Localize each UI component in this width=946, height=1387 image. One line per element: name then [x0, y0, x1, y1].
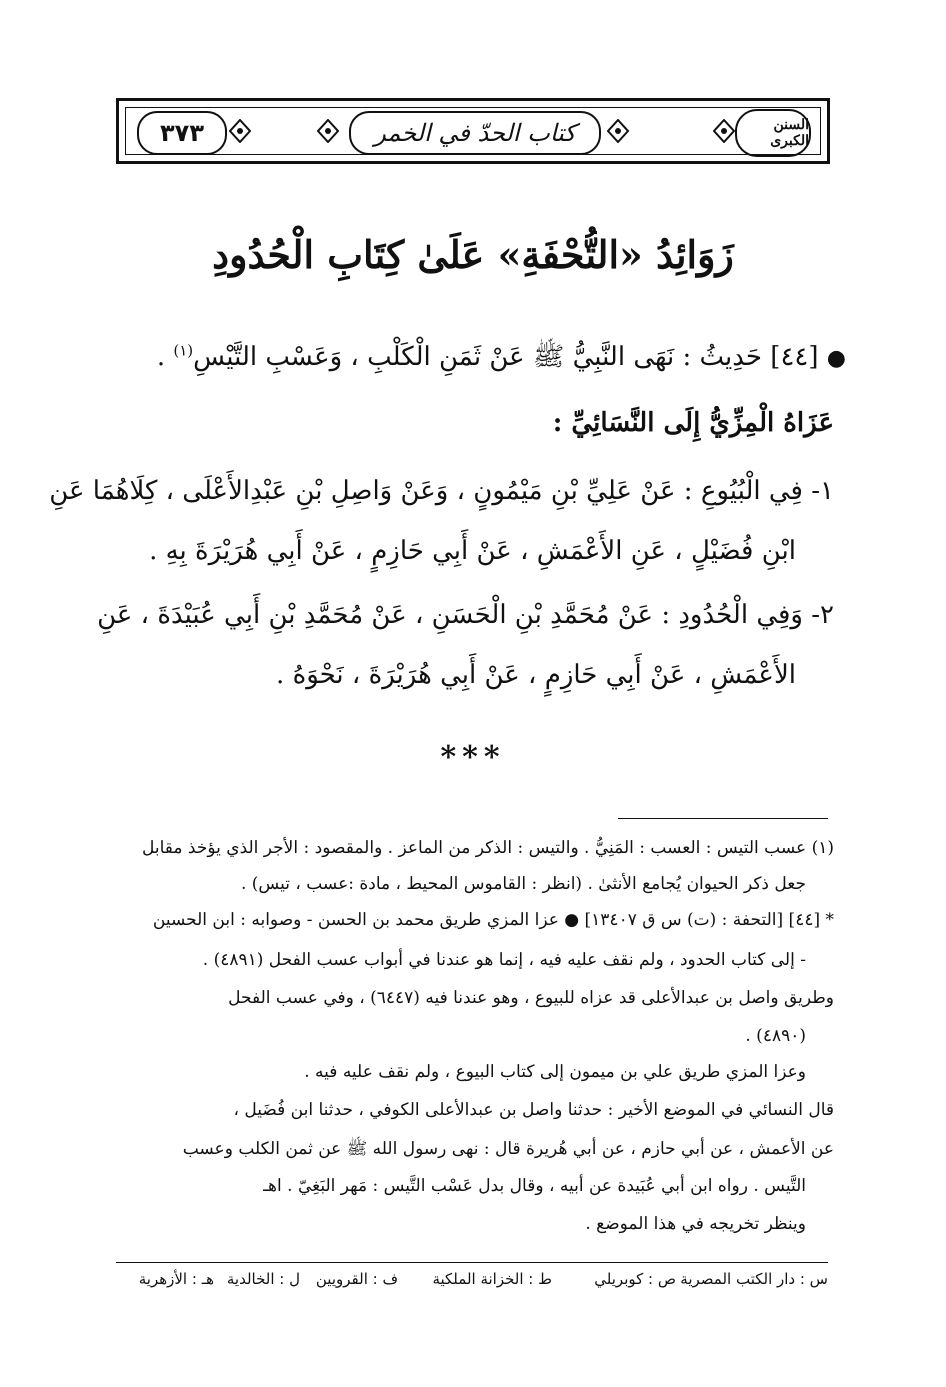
- page-number: ٣٧٣: [137, 111, 227, 155]
- footnote-line: * [٤٤] [التحفة : (ت) س ق ١٣٤٠٧] ● عزا المزي طريق محمد بن الحسن - وصوابه : ابن الحسين: [152, 910, 834, 930]
- legend-rule: [116, 1262, 828, 1263]
- footnote-line: وعزا المزي طريق علي بن ميمون إلى كتاب البيوع ، ولم نقف عليه فيه .: [304, 1062, 806, 1082]
- ornament-icon: [607, 119, 629, 143]
- entry-1-line-2: ابْنِ فُضَيْلٍ ، عَنِ الأَعْمَشِ ، عَنْ أَبِي حَازِمٍ ، عَنْ أَبِي هُرَيْرَةَ بِهِ .: [149, 536, 796, 566]
- abbreviation-item: ص : كوبريلي: [594, 1270, 676, 1288]
- footnote-line: التَّيس . رواه ابن أبي عُبَيدة عن أبيه ، وقال بدل عَسْب التَّيس : مَهر البَغِيّ . اهـ: [263, 1176, 806, 1196]
- ornament-icon: [317, 119, 339, 143]
- entry-2-line-2: الأَعْمَشِ ، عَنْ أَبِي حَازِمٍ ، عَنْ أَبِي هُرَيْرَةَ ، نَحْوَهُ .: [276, 660, 796, 690]
- hadith-end: .: [156, 342, 166, 372]
- entry-1-line-1: ١- فِي الْبُيُوعِ : عَنْ عَلِيِّ بْنِ مَيْمُونٍ ، وَعَنْ وَاصِلِ بْنِ عَبْدِالأَعْلَى ، كِلَاهُمَا عَنِ: [49, 476, 834, 506]
- footnote-line: (١) عسب التيس : العسب : المَنِيُّ . والتيس : الذكر من الماعز . والمقصود : الأجر الذي يؤخذ مقابل: [142, 838, 834, 858]
- page-header: [116, 98, 830, 164]
- footnote-line: جعل ذكر الحيوان يُجامع الأنثىٰ . (انظر : القاموس المحيط ، مادة :عسب ، تيس) .: [240, 874, 806, 894]
- footnote-rule: [618, 818, 828, 819]
- bullet-icon: ●: [826, 346, 846, 371]
- footnote-line: قال النسائي في الموضع الأخير : حدثنا واصل بن عبدالأعلى الكوفي ، حدثنا ابن فُضَيل ،: [233, 1100, 834, 1120]
- attribution-heading: عَزَاهُ الْمِزِّيُّ إِلَى النَّسَائِيِّ :: [552, 408, 834, 438]
- abbreviation-item: ط : الخزانة الملكية: [432, 1270, 552, 1288]
- abbreviation-item: ل : الخالدية: [226, 1270, 300, 1288]
- abbreviation-item: هـ : الأزهرية: [138, 1270, 214, 1288]
- hadith-text: حَدِيثُ : نَهَى النَّبِيُّ ﷺ عَنْ ثَمَنِ الْكَلْبِ ، وَعَسْبِ التَّيْسِ: [193, 342, 763, 372]
- footnote-line: وينظر تخريجه في هذا الموضع .: [585, 1214, 806, 1234]
- series-logo: السنن الكبرى: [735, 109, 811, 157]
- entry-2-line-1: ٢- وَفِي الْحُدُودِ : عَنْ مُحَمَّدِ بْنِ الْحَسَنِ ، عَنْ مُحَمَّدِ بْنِ أَبِي عُبَيْدَةَ ، عَنِ: [97, 600, 834, 630]
- footnote-ref: (١): [173, 341, 194, 360]
- hadith-number: [٤٤]: [770, 342, 819, 372]
- ornament-icon: [229, 119, 251, 143]
- chapter-title: زَوَائِدُ «التُّحْفَةِ» عَلَىٰ كِتَابِ الْحُدُودِ: [212, 232, 734, 277]
- footnote-line: - إلى كتاب الحدود ، ولم نقف عليه فيه ، إنما هو عندنا في أبواب عسب الفحل (٤٨٩١) .: [202, 950, 806, 970]
- footnote-line: (٤٨٩٠) .: [745, 1026, 806, 1046]
- footnote-line: وطريق واصل بن عبدالأعلى قد عزاه للبيوع ، وهو عندنا فيه (٦٤٤٧) ، وفي عسب الفحل: [228, 988, 834, 1008]
- ornament-icon: [713, 119, 735, 143]
- footnote-line: عن الأعمش ، عن أبي حازم ، عن أبي هُريرة قال : نهى رسول الله ﷺ عن ثمن الكلب وعسب: [182, 1139, 834, 1159]
- running-title: كتاب الحدّ في الخمر: [349, 111, 601, 155]
- section-separator: ***: [440, 740, 506, 775]
- abbreviation-item: ف : القرويين: [315, 1270, 398, 1288]
- hadith-line: [157, 340, 846, 378]
- abbreviation-item: س : دار الكتب المصرية: [680, 1270, 828, 1288]
